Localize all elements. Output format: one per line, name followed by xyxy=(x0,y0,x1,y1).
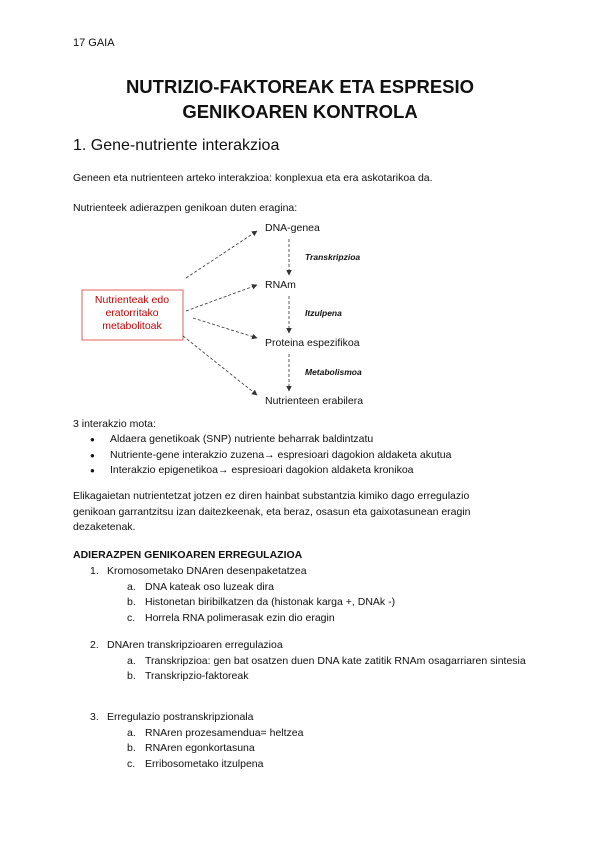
title-line-2: GENIKOAREN KONTROLA xyxy=(182,101,418,122)
list-item: b. Histonetan biribilkatzen da (histonak karga +, DNAk -) xyxy=(127,596,396,608)
step-transcription: Transkripzioa xyxy=(305,252,361,262)
list-item: a. RNAren prozesamendua= heltzea xyxy=(127,726,304,739)
arrow-to-usage xyxy=(183,336,257,395)
types-heading: 3 interakzio mota: xyxy=(73,418,156,430)
node-dna-gene: DNA-genea xyxy=(265,222,320,234)
list-item: ● Interakzio epigenetikoa→ espresioari dagokion aldaketa kronikoa xyxy=(90,463,451,479)
arrow-to-dna xyxy=(186,231,257,278)
list-item: c. Horrela RNA polimerasak ezin dio eragin xyxy=(127,611,335,624)
step-translation: Itzulpena xyxy=(305,308,342,318)
page-label: 17 GAIA xyxy=(73,37,115,49)
source-line-3: metabolitoak xyxy=(102,320,162,332)
arrow-to-protein xyxy=(193,318,257,338)
section-heading-regulation: ADIERAZPEN GENIKOAREN ERREGULAZIOA xyxy=(73,549,303,561)
regulation-item-2 xyxy=(90,638,550,685)
item-number: 1. xyxy=(90,565,99,577)
intro-text: Geneen eta nutrienteen arteko interakzioa: konplexua eta era askotarikoa da. xyxy=(73,172,433,184)
regulation-item-3 xyxy=(90,710,303,772)
list-item: c. Erribosometako itzulpena xyxy=(127,757,264,770)
source-line-1: Nutrienteak edo xyxy=(94,294,170,306)
step-metabolism: Metabolismoa xyxy=(305,367,362,377)
diagram-caption: Nutrienteek adierazpen genikoan duten eragina: xyxy=(73,202,298,214)
nutrient-gene-diagram xyxy=(0,212,600,412)
item-label: DNAren transkripzioaren erregulazioa xyxy=(107,639,283,651)
arrow-to-rnam xyxy=(186,285,257,311)
item-number: 2. xyxy=(90,639,99,651)
list-item: ● Aldaera genetikoak (SNP) nutriente beharrak baldintzatu xyxy=(90,432,451,448)
list-item: b. Transkripzio-faktoreak xyxy=(127,670,249,682)
item-number: 3. xyxy=(90,711,99,723)
title-line-1: NUTRIZIO-FAKTOREAK ETA ESPRESIO xyxy=(125,76,475,97)
node-protein: Proteina espezifikoa xyxy=(265,337,360,349)
section-heading-gene-nutrient: 1. Gene-nutriente interakzioa xyxy=(73,137,280,154)
list-item: a. Transkripzioa: gen bat osatzen duen DNA kate zatitik RNAm osagarriaren sintesia xyxy=(127,654,526,667)
item-label: Kromosometako DNAren desenpaketatzea xyxy=(107,565,307,577)
regulation-item-1 xyxy=(90,564,395,626)
interaction-types-list xyxy=(90,432,451,479)
source-line-2: eratorritako xyxy=(105,307,159,319)
list-item: ● Nutriente-gene interakzio zuzena→ espresioari dagokion aldaketa akutua xyxy=(90,448,451,464)
node-nutrient-usage: Nutrienteen erabilera xyxy=(265,395,364,407)
page-title xyxy=(40,74,560,124)
item-label: Erregulazio postranskripzionala xyxy=(107,711,254,723)
list-item: b. RNAren egonkortasuna xyxy=(127,742,255,754)
node-rnam: RNAm xyxy=(265,279,296,291)
substances-paragraph: Elikagaietan nutrientetzat jotzen ez diren hainbat substantzia kimiko dago erregulazio genikoan garrantzitsu izan daitezkeenak, eta beraz, osasun eta gaixotasunean eragin dezaketenak. xyxy=(73,490,471,533)
list-item: a. DNA kateak oso luzeak dira xyxy=(127,580,274,593)
